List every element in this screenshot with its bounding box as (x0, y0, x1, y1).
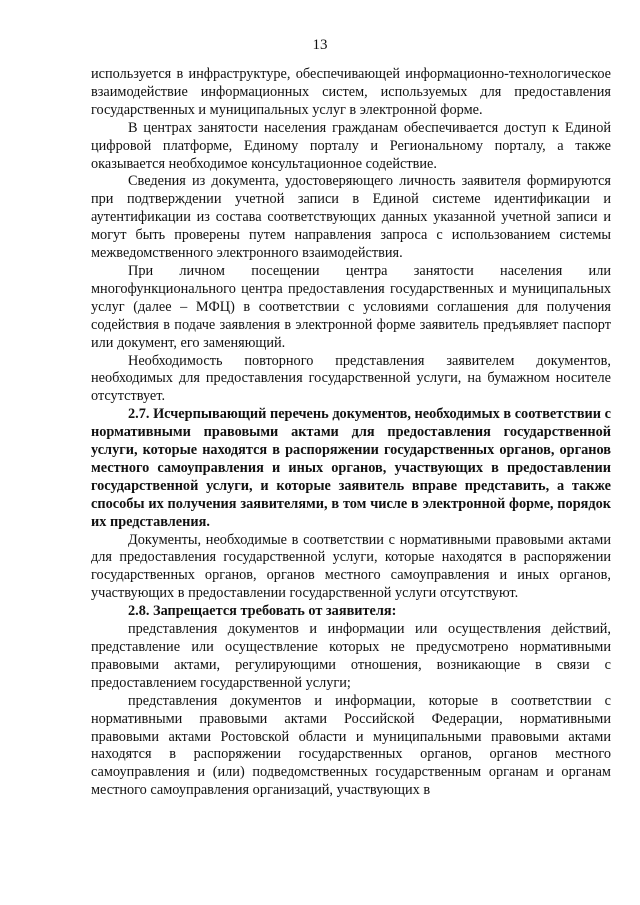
paragraph: При личном посещении центра занятости населения или многофункционального центра предоставления государственных и муниципальных услуг (далее – МФЦ) в соответствии с условиями соглашения для получения содействия в подаче заявления в электронной форме заявитель предъявляет паспорт или документ, его заменяющий. (91, 262, 611, 351)
paragraph: В центрах занятости населения гражданам обеспечивается доступ к Единой цифровой платформе, Единому порталу и Региональному порталу, а также оказывается необходимое консультационное содействие. (91, 119, 611, 172)
paragraph: Документы, необходимые в соответствии с нормативными правовыми актами для предоставления государственной услуги, которые находятся в распоряжении государственных органов, органов местного самоуправления и иных органов, участвующих в предоставлении государственной услуги отсутствуют. (91, 531, 611, 602)
section-heading-2-7: 2.7. Исчерпывающий перечень документов, необходимых в соответствии с нормативными правовыми актами для предоставления государственной услуги, которые находятся в распоряжении государственных органов, органов местного самоуправления и иных органов, участвующих в предоставлении государственной услуги, и которые заявитель вправе представить, а также способы их получения заявителями, в том числе в электронной форме, порядок их представления. (91, 406, 611, 530)
paragraph: используется в инфраструктуре, обеспечивающей информационно-технологическое взаимодействие информационных систем, используемых для предоставления государственных и муниципальных услуг в электронной форме. (91, 66, 611, 118)
paragraph: представления документов и информации, которые в соответствии с нормативными правовыми актами Российской Федерации, нормативными правовыми актами Ростовской области и муниципальными правовыми актами находятся в распоряжении государственных органов, органов местного самоуправления и (или) подведомственных государственным органам и органам местного самоуправления организаций, участвующих в (91, 692, 611, 799)
document-body (91, 66, 611, 800)
paragraph: представления документов и информации или осуществления действий, представление или осуществление которых не предусмотрено нормативными правовыми актами, регулирующими отношения, возникающие в связи с предоставлением государственной услуги; (91, 621, 611, 691)
section-heading-2-8: 2.8. Запрещается требовать от заявителя: (128, 603, 397, 620)
paragraph: Необходимость повторного представления заявителем документов, необходимых для предоставления государственной услуги, на бумажном носителе отсутствует. (91, 352, 611, 405)
page-number: 13 (312, 37, 328, 53)
paragraph: Сведения из документа, удостоверяющего личность заявителя формируются при подтверждении учетной записи в Единой системе идентификации и аутентификации из состава соответствующих данных указанной учетной записи и могут быть проверены путем направления запроса с использованием системы межведомственного электронного взаимодействия. (91, 173, 611, 262)
